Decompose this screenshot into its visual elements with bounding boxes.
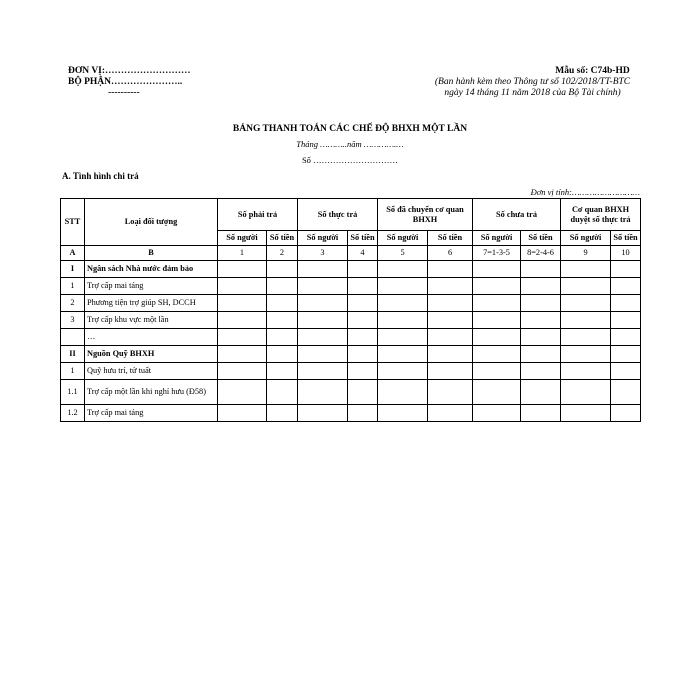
value-cell (428, 312, 473, 329)
value-cell (611, 261, 641, 278)
value-cell (267, 261, 298, 278)
value-cell (218, 329, 267, 346)
header-so-tien: Số tiền (267, 231, 298, 246)
org-header (68, 66, 191, 99)
header-so-thuc-tra: Số thực trả (298, 199, 378, 231)
value-cell (378, 329, 428, 346)
value-cell (428, 405, 473, 422)
document-title: BẢNG THANH TOÁN CÁC CHẾ ĐỘ BHXH MỘT LẦN (232, 124, 468, 134)
code-cell: B (85, 246, 218, 261)
row-stt: 2 (61, 295, 85, 312)
value-cell (267, 380, 298, 405)
value-cell (473, 363, 521, 380)
value-cell (298, 261, 348, 278)
value-cell (298, 329, 348, 346)
dept-dots: ---------- (108, 88, 140, 98)
value-cell (473, 312, 521, 329)
row-name: … (85, 329, 218, 346)
value-cell (218, 346, 267, 363)
form-code: Mẫu số: C74b-HD (555, 66, 630, 76)
row-name: Nguồn Quỹ BHXH (85, 346, 218, 363)
value-cell (218, 405, 267, 422)
value-cell (348, 261, 378, 278)
value-cell (378, 295, 428, 312)
value-cell (348, 405, 378, 422)
value-cell (298, 405, 348, 422)
value-cell (521, 261, 561, 278)
value-cell (521, 346, 561, 363)
code-cell: 7=1-3-5 (473, 246, 521, 261)
value-cell (561, 295, 611, 312)
code-cell: 8=2-4-6 (521, 246, 561, 261)
row-stt: 1.1 (61, 380, 85, 405)
value-cell (473, 329, 521, 346)
header-so-nguoi: Số người (378, 231, 428, 246)
value-cell (267, 312, 298, 329)
value-cell (218, 363, 267, 380)
header-so-phai-tra: Số phải trả (218, 199, 298, 231)
value-cell (611, 363, 641, 380)
value-cell (428, 329, 473, 346)
table-row (61, 380, 641, 405)
month-year-line: Tháng ………..năm ………….… (296, 139, 404, 149)
dept-label: BỘ PHẬN………………….. (68, 77, 183, 87)
value-cell (348, 312, 378, 329)
row-name: Trợ cấp một lần khi nghỉ hưu (Đ58) (85, 380, 218, 405)
value-cell (428, 363, 473, 380)
value-cell (611, 295, 641, 312)
table-row (61, 346, 641, 363)
value-cell (561, 329, 611, 346)
value-cell (561, 312, 611, 329)
value-cell (521, 329, 561, 346)
code-cell: 1 (218, 246, 267, 261)
value-cell (521, 312, 561, 329)
header-so-chua-tra: Số chưa trả (473, 199, 561, 231)
value-cell (561, 261, 611, 278)
value-cell (521, 363, 561, 380)
payment-table (60, 198, 641, 422)
code-cell: 6 (428, 246, 473, 261)
value-cell (561, 380, 611, 405)
unit-label: ĐƠN VỊ:……………………… (68, 66, 191, 76)
row-name: Ngân sách Nhà nước đảm bảo (85, 261, 218, 278)
value-cell (218, 380, 267, 405)
table-row (61, 295, 641, 312)
value-cell (473, 295, 521, 312)
code-cell: A (61, 246, 85, 261)
value-cell (267, 363, 298, 380)
header-so-nguoi: Số người (218, 231, 267, 246)
value-cell (428, 278, 473, 295)
value-cell (428, 346, 473, 363)
row-stt: 1.2 (61, 405, 85, 422)
row-stt: 1 (61, 363, 85, 380)
issued-line-1: (Ban hành kèm theo Thông tư số 102/2018/TT-BTC (434, 77, 631, 87)
header-so-tien: Số tiền (521, 231, 561, 246)
row-name: Quỹ hưu trí, tử tuất (85, 363, 218, 380)
value-cell (218, 261, 267, 278)
value-cell (611, 346, 641, 363)
value-cell (267, 346, 298, 363)
row-stt: II (61, 346, 85, 363)
table-row (61, 363, 641, 380)
value-cell (298, 380, 348, 405)
value-cell (473, 380, 521, 405)
table-row (61, 261, 641, 278)
value-cell (298, 312, 348, 329)
row-name: Trợ cấp khu vực một lần (85, 312, 218, 329)
value-cell (521, 380, 561, 405)
value-cell (473, 278, 521, 295)
value-cell (298, 295, 348, 312)
row-name: Phương tiện trợ giúp SH, DCCH (85, 295, 218, 312)
table-row (61, 278, 641, 295)
header-so-tien: Số tiền (611, 231, 641, 246)
value-cell (348, 329, 378, 346)
value-cell (521, 295, 561, 312)
header-so-da-chuyen: Số đã chuyển cơ quan BHXH (378, 199, 473, 231)
value-cell (348, 278, 378, 295)
value-cell (521, 278, 561, 295)
row-name: Trợ cấp mai táng (85, 405, 218, 422)
unit-note: Đơn vị tính:……………………… (530, 187, 640, 197)
code-cell: 5 (378, 246, 428, 261)
value-cell (521, 405, 561, 422)
value-cell (561, 405, 611, 422)
row-stt (61, 329, 85, 346)
number-line: Số ………………………… (301, 155, 399, 165)
value-cell (298, 278, 348, 295)
value-cell (428, 295, 473, 312)
value-cell (348, 295, 378, 312)
header-so-tien: Số tiền (348, 231, 378, 246)
value-cell (267, 329, 298, 346)
value-cell (611, 312, 641, 329)
value-cell (378, 312, 428, 329)
value-cell (611, 278, 641, 295)
code-row (61, 246, 641, 261)
code-cell: 9 (561, 246, 611, 261)
value-cell (218, 278, 267, 295)
header-co-quan-duyet: Cơ quan BHXH duyệt số thực trả (561, 199, 641, 231)
form-info (400, 66, 665, 99)
value-cell (267, 295, 298, 312)
value-cell (378, 363, 428, 380)
code-cell: 10 (611, 246, 641, 261)
header-loai: Loại đối tượng (85, 199, 218, 246)
value-cell (428, 261, 473, 278)
row-name: Trợ cấp mai táng (85, 278, 218, 295)
value-cell (473, 405, 521, 422)
table-row (61, 312, 641, 329)
header-row-1 (61, 199, 641, 231)
value-cell (378, 405, 428, 422)
value-cell (267, 278, 298, 295)
row-stt: I (61, 261, 85, 278)
value-cell (378, 346, 428, 363)
header-so-tien: Số tiền (428, 231, 473, 246)
value-cell (611, 380, 641, 405)
value-cell (428, 380, 473, 405)
value-cell (561, 346, 611, 363)
value-cell (611, 329, 641, 346)
issued-line-2: ngày 14 tháng 11 năm 2018 của Bộ Tài chính) (444, 88, 621, 98)
value-cell (378, 278, 428, 295)
value-cell (298, 363, 348, 380)
value-cell (267, 405, 298, 422)
value-cell (611, 405, 641, 422)
value-cell (561, 363, 611, 380)
header-stt: STT (61, 199, 85, 246)
header-so-nguoi: Số người (473, 231, 521, 246)
value-cell (348, 363, 378, 380)
code-cell: 2 (267, 246, 298, 261)
value-cell (218, 312, 267, 329)
value-cell (378, 261, 428, 278)
section-a-heading: A. Tình hình chi trả (62, 171, 139, 181)
header-so-nguoi: Số người (561, 231, 611, 246)
code-cell: 4 (348, 246, 378, 261)
table-row (61, 405, 641, 422)
value-cell (218, 295, 267, 312)
row-stt: 1 (61, 278, 85, 295)
value-cell (298, 346, 348, 363)
value-cell (473, 346, 521, 363)
value-cell (561, 278, 611, 295)
row-stt: 3 (61, 312, 85, 329)
value-cell (348, 346, 378, 363)
value-cell (378, 380, 428, 405)
table-row (61, 329, 641, 346)
header-so-nguoi: Số người (298, 231, 348, 246)
value-cell (473, 261, 521, 278)
code-cell: 3 (298, 246, 348, 261)
value-cell (348, 380, 378, 405)
